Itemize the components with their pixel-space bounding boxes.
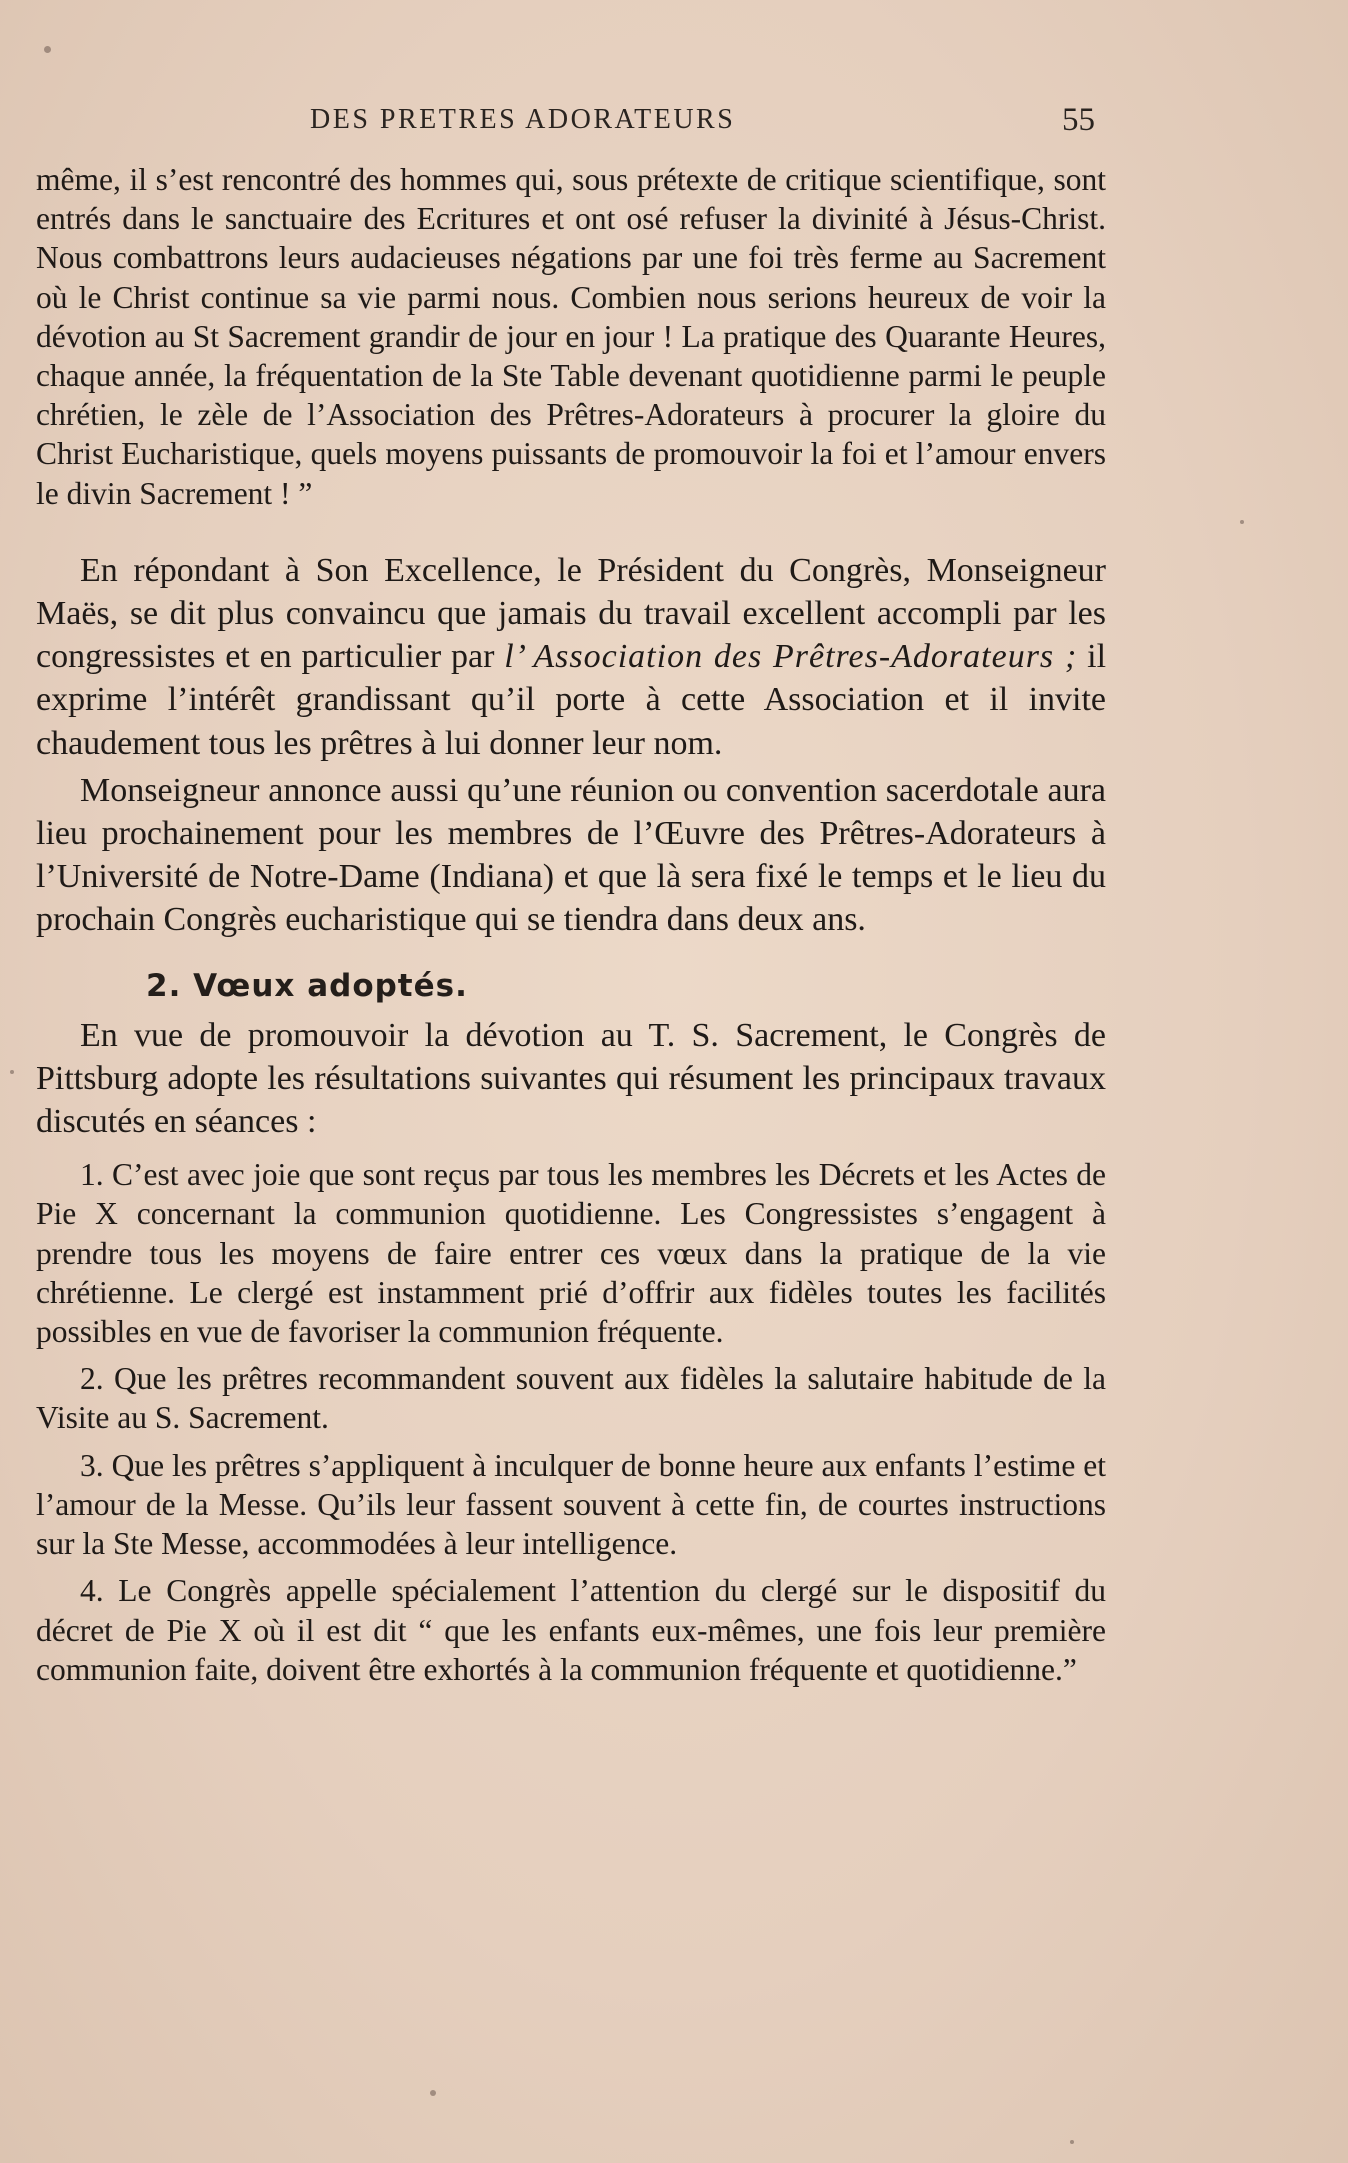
section-heading: 2. Vœux adoptés.	[146, 967, 468, 1004]
association-name-italic: l’ Association des Prêtres-Adorateurs ;	[504, 638, 1078, 676]
response-text: En répondant à Son Excellence, le Président du Congrès, Monseigneur Maës, se dit plus convaincu que jamais du travail excellent accompli par les congressistes et en particulier par	[36, 551, 1106, 676]
response-text-continued: il exprime l’intérêt grandissant qu’il porte à cette Association et il invite chaudement tous les prêtres à lui donner leur nom.	[36, 638, 1107, 762]
section-intro-paragraph: En vue de promouvoir la dévotion au T. S. Sacrement, le Congrès de Pittsburg adopte les résultations suivantes qui résument les principaux travaux discutés en séances :	[36, 1016, 1106, 1141]
paper-speck	[10, 1070, 14, 1074]
paper-speck	[1070, 2140, 1074, 2144]
page-header	[0, 100, 1348, 150]
response-paragraph	[36, 549, 1106, 765]
resolution-item: 1. C’est avec joie que sont reçus par tous les membres les Décrets et les Actes de Pie X concernant la communion quotidienne. Les Congressistes s’engagent à prendre tous les moyens de faire entrer ces vœux dans la pratique de la vie chrétienne. Le clergé est instamment prié d’offrir aux fidèles toutes les facilités possibles en vue de favoriser la communion fréquente.	[36, 1157, 1106, 1350]
announcement-paragraph: Monseigneur annonce aussi qu’une réunion ou convention sacerdotale aura lieu prochainement pour les membres de l’Œuvre des Prêtres-Adorateurs à l’Université de Notre-Dame (Indiana) et que là sera fixé le temps et le lieu du prochain Congrès eucharistique qui se tiendra dans deux ans.	[36, 771, 1106, 939]
resolution-item: 4. Le Congrès appelle spécialement l’attention du clergé sur le dispositif du décret de Pie X où il est dit “ que les enfants eux-mêmes, une fois leur première communion faite, doivent être exhortés à la communion fréquente et quotidienne.”	[36, 1573, 1106, 1687]
paper-speck	[430, 2090, 436, 2096]
paper-speck	[1240, 520, 1244, 524]
page-body	[36, 160, 1106, 1689]
paper-speck	[44, 46, 51, 53]
running-head: DES PRETRES ADORATEURS	[310, 104, 736, 135]
quote-ending-paragraph: même, il s’est rencontré des hommes qui, sous prétexte de critique scientifique, sont entrés dans le sanctuaire des Ecritures et ont osé refuser la divinité à Jésus-Christ. Nous combattrons leurs audacieuses négations par une foi très ferme au Sacrement où le Christ continue sa vie parmi nous. Combien nous serions heureux de voir la dévotion au St Sacrement grandir de jour en jour ! La pratique des Quarante Heures, chaque année, la fréquentation de la Ste Table devenant quotidienne parmi le peuple chrétien, le zèle de l’Association des Prêtres-Adorateurs à procurer la gloire du Christ Eucharistique, quels moyens puissants de promouvoir la foi et l’amour envers le divin Sacrement ! ”	[36, 162, 1106, 511]
resolution-item: 2. Que les prêtres recommandent souvent aux fidèles la salutaire habitude de la Visite au S. Sacrement.	[36, 1361, 1106, 1436]
resolution-item: 3. Que les prêtres s’appliquent à inculquer de bonne heure aux enfants l’estime et l’amour de la Messe. Qu’ils leur fassent souvent à cette fin, de courtes instructions sur la Ste Messe, accommodées à leur intelligence.	[36, 1447, 1106, 1562]
page-number: 55	[1062, 102, 1095, 138]
